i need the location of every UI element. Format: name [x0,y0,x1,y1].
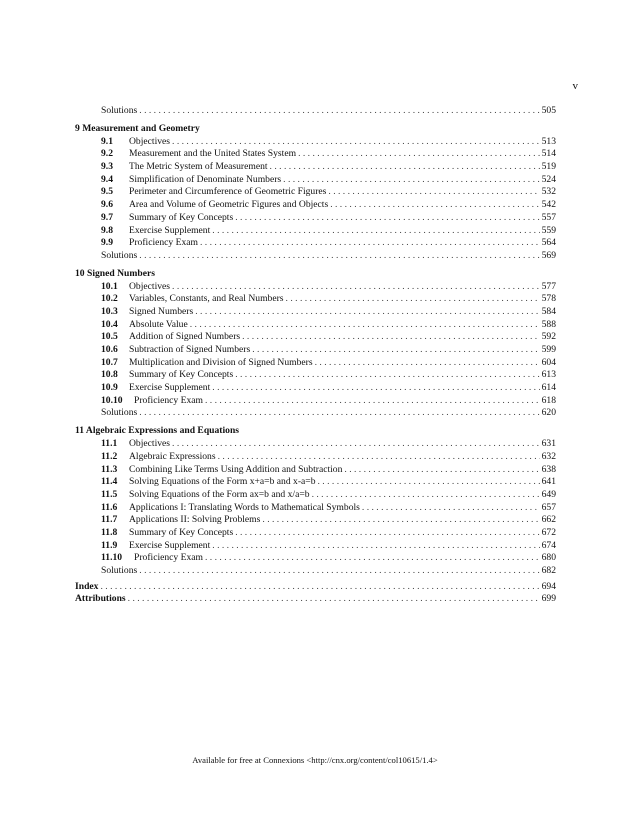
toc-entry-title: Perimeter and Circumference of Geometric Figures [129,186,327,198]
toc-entry[interactable] [75,148,556,161]
toc-entry-title: Objectives [129,280,171,292]
section-number: 9.7 [101,211,113,223]
toc-entry-page: 519 [541,161,556,173]
section-number: 11.7 [101,514,118,526]
chapter-heading[interactable]: 11 Algebraic Expressions and Equations [75,425,240,437]
toc-entry[interactable] [75,186,556,199]
toc-entry[interactable] [75,489,556,502]
toc-entry[interactable] [75,319,556,332]
toc-entry-title: Index [75,580,99,592]
toc-entry-title: Addition of Signed Numbers [129,331,241,343]
toc-entry[interactable] [75,331,556,344]
section-number: 10.8 [101,369,118,381]
toc-entry[interactable] [75,382,556,395]
table-of-contents [75,105,556,606]
toc-entry-page: 649 [541,488,556,500]
toc-entry-solutions[interactable] [75,105,556,118]
toc-entry-title: Absolute Value [129,318,188,330]
toc-entry-title: Area and Volume of Geometric Figures and Objects [129,199,329,211]
toc-entry-page: 662 [541,514,556,526]
toc-entry-page: 513 [541,135,556,147]
toc-entry[interactable] [75,527,556,540]
section-number: 10.9 [101,382,118,394]
footer-availability-note: Available for free at Connexions <http://cnx.org/content/col10615/1.4> [192,755,438,765]
toc-entry[interactable] [75,476,556,489]
toc-entry-page: 620 [541,407,556,419]
section-number: 9.2 [101,148,113,160]
toc-entry-page: 532 [541,186,556,198]
toc-entry-page: 578 [541,293,556,305]
toc-entry[interactable] [75,225,556,238]
section-number: 10.7 [101,356,118,368]
section-number: 9.3 [101,161,113,173]
toc-entry-title: Summary of Key Concepts [129,526,234,538]
section-number: 11.4 [101,476,118,488]
toc-entry-page: 584 [541,305,556,317]
toc-entry[interactable] [75,344,556,357]
toc-entry-title: Exercise Supplement [129,382,211,394]
toc-entry-title: The Metric System of Measurement [129,161,268,173]
toc-entry[interactable] [75,565,556,578]
toc-entry-page: 641 [541,476,556,488]
toc-entry-title: Solutions [101,249,138,261]
toc-entry[interactable] [75,237,556,250]
toc-entry-title: Exercise Supplement [129,539,211,551]
toc-entry-page: 524 [541,173,556,185]
toc-entry-title: Proficiency Exam [134,394,203,406]
toc-entry[interactable] [75,357,556,370]
toc-entry-page: 674 [541,539,556,551]
section-number: 10.10 [101,394,123,406]
toc-entry-title: Algebraic Expressions [129,450,216,462]
toc-entry-title: Multiplication and Division of Signed Numbers [129,356,313,368]
toc-entry-title: Simplification of Denominate Numbers [129,173,282,185]
toc-entry-page: 588 [541,318,556,330]
toc-entry[interactable] [75,199,556,212]
section-number: 9.1 [101,135,113,147]
toc-entry-page: 564 [541,237,556,249]
toc-entry-title: Proficiency Exam [129,237,198,249]
toc-entry-title: Attributions [75,593,126,605]
toc-entry-title: Solutions [101,105,138,116]
chapter-heading[interactable]: 10 Signed Numbers [75,267,155,279]
toc-entry-page: 682 [541,565,556,576]
toc-entry-title: Solutions [101,565,138,576]
section-number: 10.3 [101,305,118,317]
section-number: 11.6 [101,501,118,513]
section-number: 11.8 [101,526,118,538]
toc-entry-title: Applications II: Solving Problems [129,514,261,526]
toc-entry-index[interactable] [75,581,556,594]
toc-entry[interactable] [75,438,556,451]
toc-entry-title: Objectives [129,135,171,147]
toc-entry-page: 694 [541,580,556,592]
toc-entry-page: 557 [541,211,556,223]
toc-entry-page: 577 [541,280,556,292]
toc-entry-attributions[interactable] [75,593,556,606]
toc-entry-title: Solutions [101,407,138,419]
toc-entry-title: Combining Like Terms Using Addition and Subtraction [129,463,343,475]
toc-entry[interactable] [75,369,556,382]
toc-entry-page: 599 [541,344,556,355]
toc-entry[interactable] [75,514,556,527]
toc-entry-page: 542 [541,199,556,211]
section-number: 11.9 [101,539,118,551]
page-number: v [572,80,578,92]
toc-entry[interactable] [75,395,556,408]
toc-entry[interactable] [75,540,556,553]
section-number: 10.2 [101,293,118,305]
toc-entry-title: Proficiency Exam [134,552,203,564]
toc-entry-title: Signed Numbers [129,305,194,317]
toc-entry-page: 505 [541,105,556,116]
toc-entry[interactable] [75,161,556,174]
toc-entry-title: Solving Equations of the Form ax=b and x/a=b [129,488,310,500]
toc-entry-page: 632 [541,450,556,462]
section-number: 9.4 [101,173,113,185]
toc-entry[interactable] [75,174,556,187]
toc-entry[interactable] [75,502,556,515]
toc-entry-title: Subtraction of Signed Numbers [129,344,251,355]
toc-entry-page: 699 [541,593,556,605]
toc-entry[interactable] [75,212,556,225]
toc-entry[interactable] [75,552,556,565]
toc-entry-title: Solving Equations of the Form x+a=b and x-a=b [129,476,316,488]
section-number: 9.5 [101,186,113,198]
toc-entry-page: 614 [541,382,556,394]
section-number: 11.2 [101,450,118,462]
toc-entry-title: Applications I: Translating Words to Mathematical Symbols [129,501,360,513]
section-number: 9.8 [101,224,113,236]
section-number: 11.5 [101,488,118,500]
toc-entry-page: 631 [541,438,556,450]
section-number: 10.4 [101,318,118,330]
toc-entry-page: 672 [541,526,556,538]
toc-entry-page: 657 [541,501,556,513]
chapter-heading[interactable]: 9 Measurement and Geometry [75,122,200,134]
section-number: 10.1 [101,280,118,292]
toc-entry-page: 604 [541,356,556,368]
toc-entry[interactable] [75,407,556,420]
toc-entry[interactable] [75,136,556,149]
section-number: 9.6 [101,199,113,211]
section-number: 9.9 [101,237,113,249]
toc-entry[interactable] [75,451,556,464]
toc-entry[interactable] [75,293,556,306]
toc-entry-page: 559 [541,224,556,236]
section-number: 11.1 [101,438,118,450]
toc-entry[interactable] [75,281,556,294]
section-number: 11.3 [101,463,118,475]
toc-entry-title: Measurement and the United States System [129,148,297,160]
toc-entry-page: 592 [541,331,556,343]
section-number: 10.6 [101,344,118,355]
toc-entry-title: Objectives [129,438,171,450]
toc-entry-title: Summary of Key Concepts [129,369,234,381]
toc-entry-page: 618 [541,394,556,406]
toc-entry-title: Exercise Supplement [129,224,211,236]
toc-entry[interactable] [75,464,556,477]
section-number: 11.10 [101,552,123,564]
toc-entry-title: Summary of Key Concepts [129,211,234,223]
section-number: 10.5 [101,331,118,343]
toc-entry-page: 680 [541,552,556,564]
toc-entry-page: 613 [541,369,556,381]
toc-entry-page: 514 [541,148,556,160]
toc-entry-page: 638 [541,463,556,475]
toc-entry[interactable] [75,306,556,319]
toc-entry[interactable] [75,250,556,263]
toc-entry-title: Variables, Constants, and Real Numbers [129,293,284,305]
toc-entry-page: 569 [541,249,556,261]
